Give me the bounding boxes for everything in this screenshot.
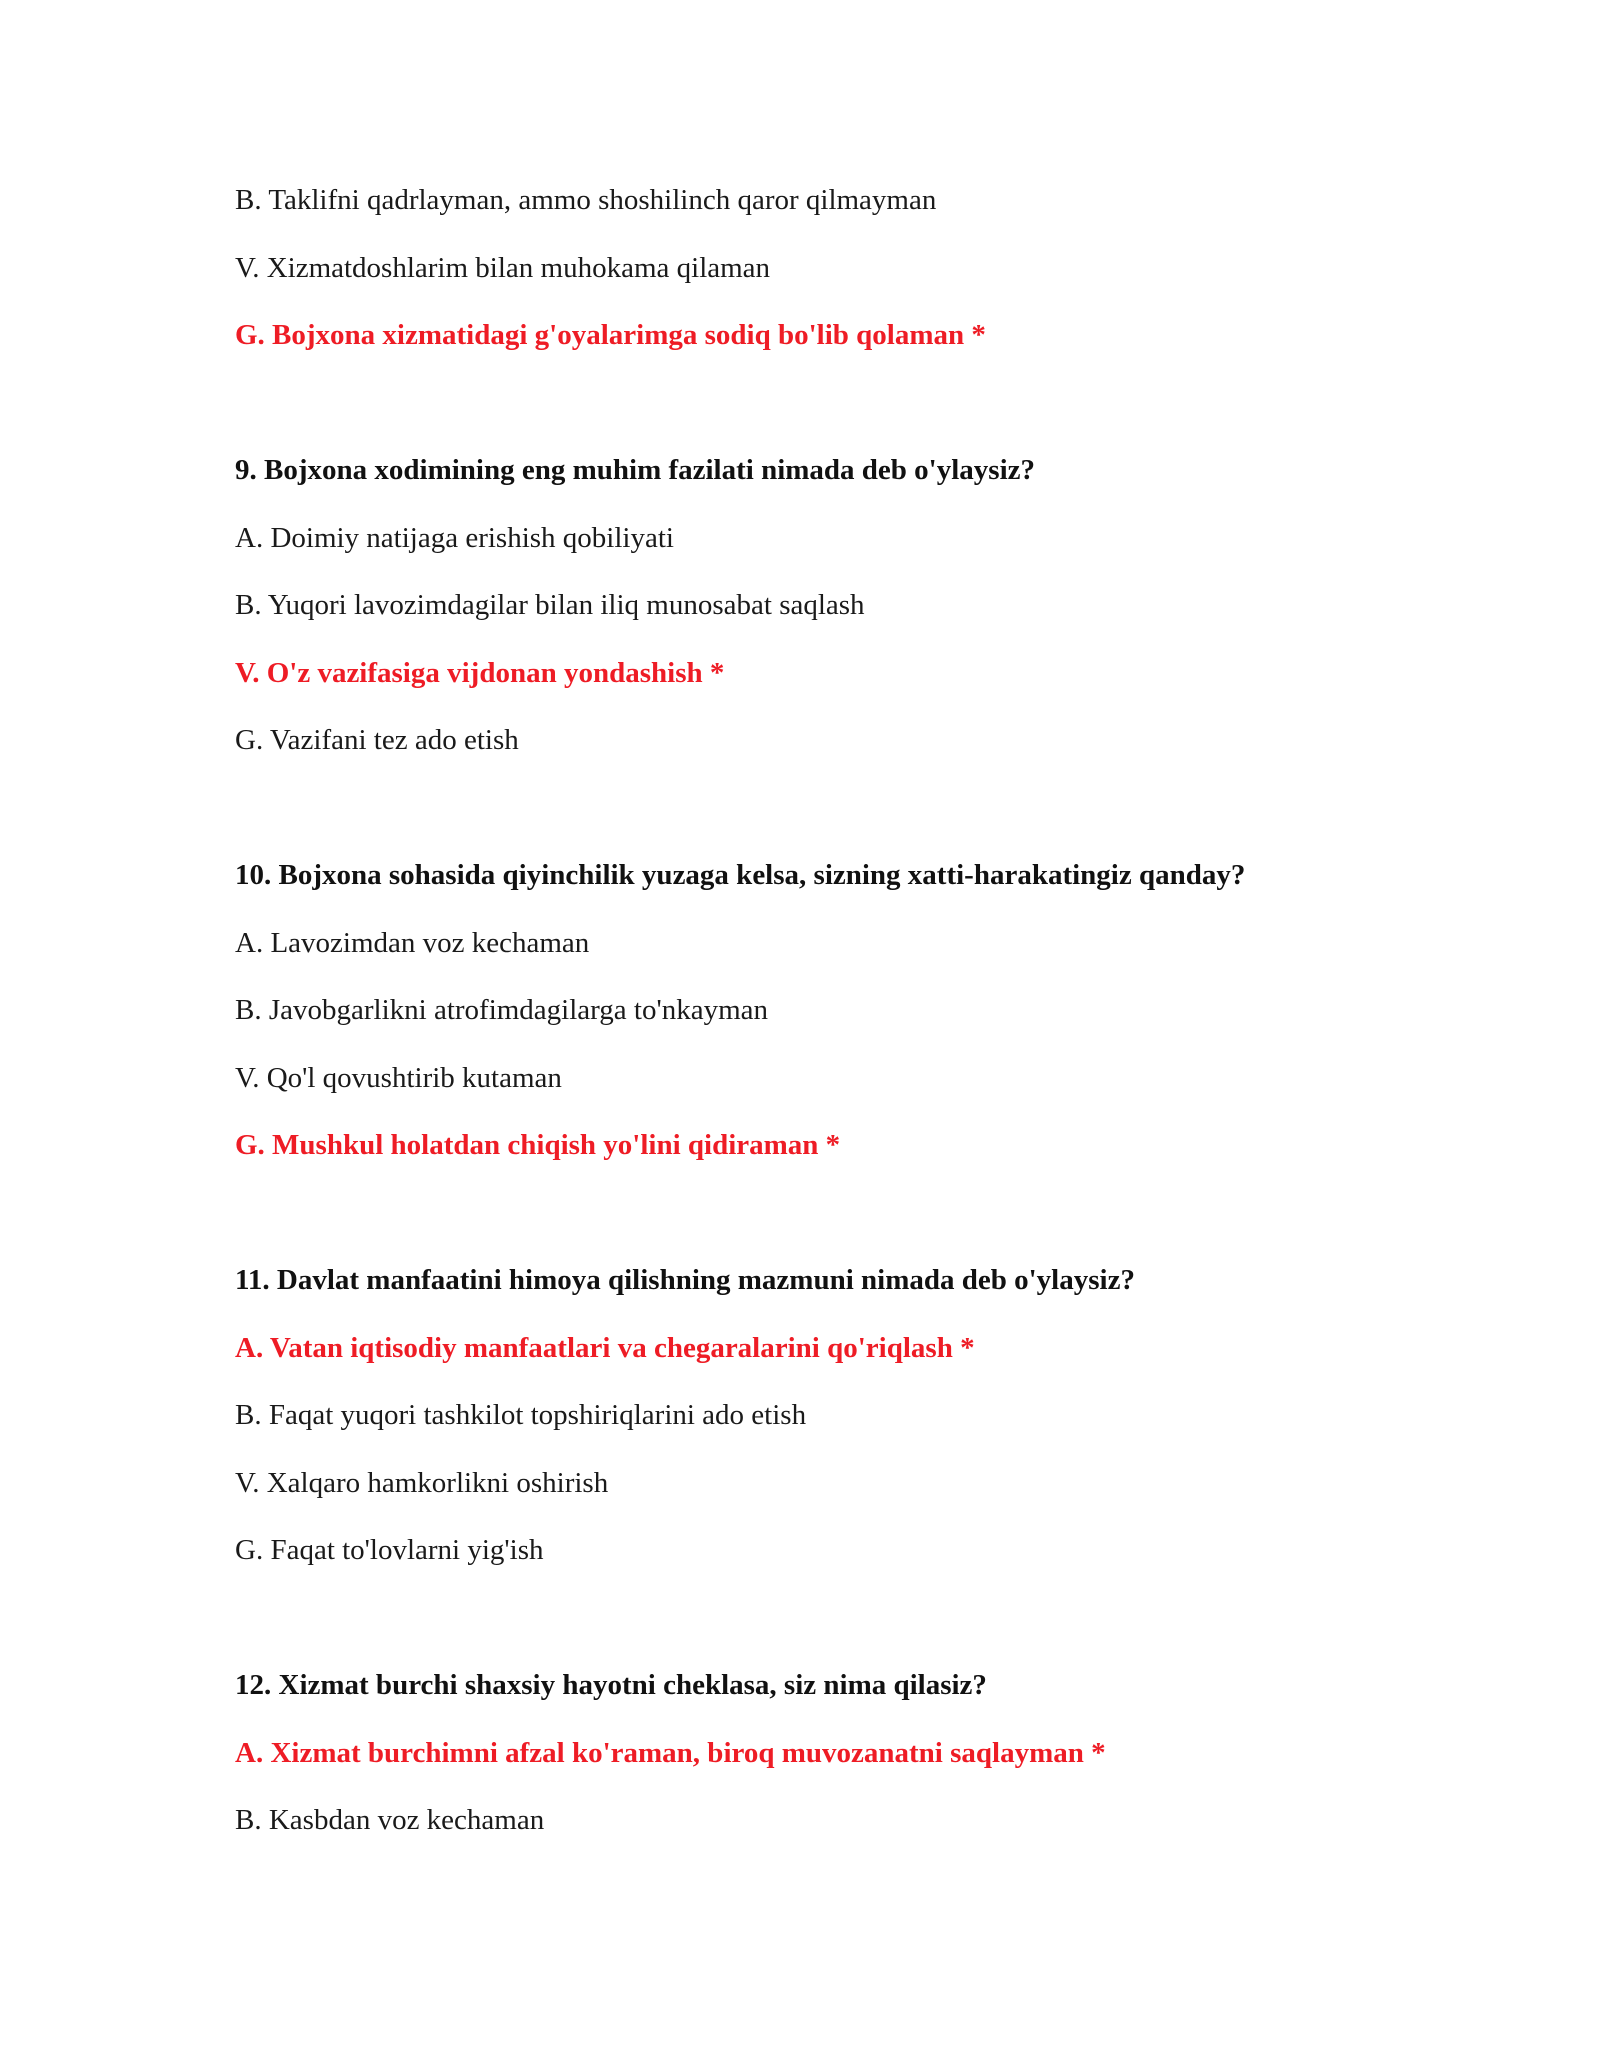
answer-option: B. Kasbdan voz kechaman — [235, 1804, 545, 1836]
question-heading: 12. Xizmat burchi shaxsiy hayotni cheklasa, siz nima qilasiz? — [235, 1669, 987, 1701]
correct-answer-option: G. Mushkul holatdan chiqish yo'lini qidiraman * — [235, 1129, 841, 1161]
answer-option: V. Qo'l qovushtirib kutaman — [235, 1061, 562, 1094]
correct-answer-option: A. Xizmat burchimni afzal ko'raman, biroq muvozanatni saqlayman * — [235, 1736, 1106, 1769]
document-page — [235, 182, 1435, 1870]
spacer — [235, 1600, 1435, 1668]
question-heading: 10. Bojxona sohasida qiyinchilik yuzaga kelsa, sizning xatti-harakatingiz qanday? — [235, 859, 1246, 891]
correct-answer-option: A. Vatan iqtisodiy manfaatlari va chegaralarini qo'riqlash * — [235, 1331, 975, 1364]
question-heading: 11. Davlat manfaatini himoya qilishning mazmuni nimada deb o'ylaysiz? — [235, 1264, 1135, 1296]
spacer — [235, 1195, 1435, 1263]
answer-option: V. Xizmatdoshlarim bilan muhokama qilaman — [235, 251, 771, 284]
answer-option: A. Lavozimdan voz kechaman — [235, 926, 590, 959]
answer-option: G. Vazifani tez ado etish — [235, 724, 519, 756]
answer-option: B. Yuqori lavozimdagilar bilan iliq munosabat saqlash — [235, 589, 865, 621]
answer-option: A. Doimiy natijaga erishish qobiliyati — [235, 521, 674, 554]
correct-answer-option: V. O'z vazifasiga vijdonan yondashish * — [235, 656, 725, 689]
answer-option: B. Faqat yuqori tashkilot topshiriqlarini ado etish — [235, 1399, 807, 1431]
answer-option: B. Taklifni qadrlayman, ammo shoshilinch qaror qilmayman — [235, 184, 937, 216]
answer-option: V. Xalqaro hamkorlikni oshirish — [235, 1466, 609, 1499]
question-heading: 9. Bojxona xodimining eng muhim fazilati nimada deb o'ylaysiz? — [235, 454, 1036, 486]
answer-option: B. Javobgarlikni atrofimdagilarga to'nkayman — [235, 994, 769, 1026]
correct-answer-option: G. Bojxona xizmatidagi g'oyalarimga sodiq bo'lib qolaman * — [235, 319, 986, 351]
spacer — [235, 385, 1435, 453]
answer-option: G. Faqat to'lovlarni yig'ish — [235, 1534, 544, 1566]
spacer — [235, 790, 1435, 858]
